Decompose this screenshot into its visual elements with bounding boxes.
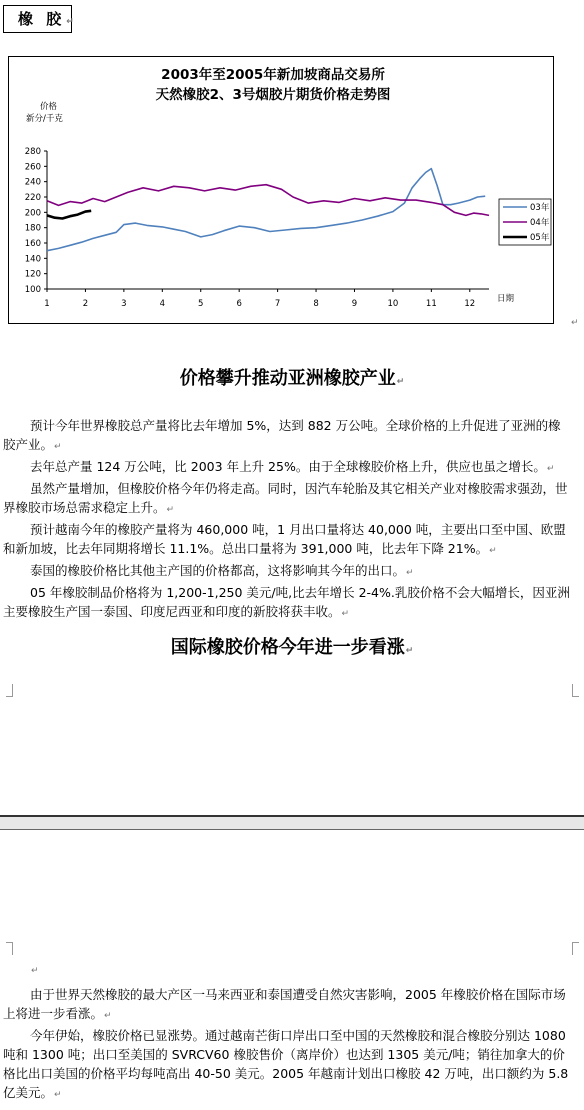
y-tick-label: 240 bbox=[24, 177, 41, 188]
paragraph bbox=[3, 583, 573, 624]
x-tick-label: 5 bbox=[198, 299, 204, 309]
y-tick-label: 100 bbox=[24, 285, 41, 295]
x-tick-label: 2 bbox=[82, 299, 89, 309]
paragraph-mark: ↵ bbox=[166, 505, 175, 515]
series-line-1 bbox=[47, 169, 485, 251]
paragraph-mark: ↵ bbox=[54, 1090, 62, 1100]
x-tick-label: 7 bbox=[274, 299, 281, 309]
paragraph-mark: ↵ bbox=[405, 646, 414, 656]
x-tick-label: 1 bbox=[44, 299, 50, 309]
page-corner-mark bbox=[6, 684, 13, 697]
chart-canvas bbox=[9, 57, 555, 325]
page-corner-mark bbox=[6, 942, 13, 955]
paragraph bbox=[3, 985, 573, 1026]
page-corner-mark bbox=[572, 942, 579, 955]
paragraph bbox=[3, 1026, 573, 1105]
paragraph-text: 预计越南今年的橡胶产量将为 460,000 吨，1 月出口量将达 40,000 吨，主要出口至中国、欧盟和新加坡，比去年同期将增长 11.1%。总出口量将为 391,000 吨，比去年下降 21%。 bbox=[3, 522, 566, 556]
paragraph bbox=[3, 561, 573, 583]
paragraph-text: 虽然产量增加，但橡胶价格今年仍将走高。同时，因汽车轮胎及其它相关产业对橡胶需求强劲，世界橡胶市场总需求稳定上升。 bbox=[3, 481, 568, 515]
paragraph-mark: ↵ bbox=[571, 318, 579, 328]
x-tick-label: 11 bbox=[425, 299, 437, 309]
chart-title-line2: 天然橡胶2、3号烟胶片期货价格走势图 bbox=[155, 87, 391, 103]
legend-label: 04年 bbox=[530, 218, 550, 228]
heading-international-price-rise bbox=[0, 633, 584, 659]
y-tick-label: 280 bbox=[24, 147, 41, 157]
chart-series bbox=[47, 169, 489, 251]
price-chart bbox=[8, 56, 554, 324]
paragraph bbox=[3, 416, 573, 457]
paragraph-text: 由于世界天然橡胶的最大产区一马来西亚和泰国遭受自然灾害影响，2005 年橡胶价格在国际市场上将进一步看涨。 bbox=[3, 987, 566, 1021]
y-tick-label: 260 bbox=[24, 162, 41, 173]
paragraph bbox=[3, 457, 573, 479]
paragraph-text: 预计今年世界橡胶总产量将比去年增加 5%，达到 882 万公吨。全球价格的上升促进了亚洲的橡胶产业。 bbox=[3, 418, 561, 452]
heading-text: 国际橡胶价格今年进一步看涨 bbox=[170, 637, 405, 658]
page-corner-mark bbox=[572, 684, 579, 697]
y-tick-label: 200 bbox=[24, 208, 41, 219]
x-tick-label: 4 bbox=[159, 299, 166, 309]
section2-body bbox=[3, 985, 573, 1105]
paragraph-text: 泰国的橡胶价格比其他主产国的价格都高，这将影响其今年的出口。 bbox=[30, 563, 406, 578]
y-tick-label: 180 bbox=[24, 223, 41, 234]
page-break bbox=[0, 815, 584, 830]
paragraph-mark: ↵ bbox=[66, 17, 78, 27]
y-axis-label-line2: 新分/千克 bbox=[26, 114, 63, 124]
x-tick-label: 8 bbox=[313, 299, 319, 309]
x-tick-label: 3 bbox=[121, 299, 127, 309]
paragraph-mark: ↵ bbox=[54, 442, 62, 452]
x-tick-label: 10 bbox=[387, 299, 399, 309]
chart-title-line1: 2003年至2005年新加坡商品交易所 bbox=[161, 67, 385, 83]
paragraph-mark: ↵ bbox=[31, 966, 39, 976]
x-tick-label: 6 bbox=[236, 299, 242, 309]
section-label bbox=[3, 5, 78, 33]
x-axis-label: 日期 bbox=[497, 294, 515, 304]
paragraph-mark: ↵ bbox=[546, 464, 555, 474]
paragraph-mark: ↵ bbox=[406, 568, 414, 578]
x-tick-label: 12 bbox=[464, 299, 476, 309]
section1-body bbox=[3, 416, 573, 624]
x-tick-label: 9 bbox=[351, 299, 358, 309]
section-label-text: 橡 胶 bbox=[18, 10, 66, 28]
y-tick-label: 220 bbox=[24, 193, 41, 203]
y-axis-label-line1: 价格 bbox=[40, 102, 58, 112]
heading-text: 价格攀升推动亚洲橡胶产业 bbox=[179, 368, 396, 389]
y-tick-label: 160 bbox=[24, 239, 41, 249]
y-tick-label: 140 bbox=[24, 254, 41, 265]
paragraph bbox=[3, 520, 573, 561]
series-line-2 bbox=[47, 185, 489, 216]
paragraph bbox=[3, 479, 573, 520]
paragraph-mark: ↵ bbox=[341, 609, 350, 619]
paragraph-mark: ↵ bbox=[396, 377, 405, 387]
series-line-3 bbox=[47, 211, 91, 219]
legend-label: 05年 bbox=[530, 233, 550, 243]
paragraph-mark: ↵ bbox=[104, 1011, 112, 1021]
legend-label: 03年 bbox=[530, 203, 550, 213]
paragraph-mark: ↵ bbox=[489, 546, 497, 556]
paragraph-text: 今年伊始，橡胶价格已显涨势。通过越南芒街口岸出口至中国的天然橡胶和混合橡胶分别达 1080 吨和 1300 吨；出口至美国的 SVRCV60 橡胶售价（离岸价）也达到 1305 美元/吨；销往加拿大的价格比出口美国的价格平均每吨高出 40-50 美元。2005 年越南计划出口橡胶 42 万吨，出口额约为 5.8 亿美元。 bbox=[3, 1028, 569, 1100]
heading-asia-rubber-industry bbox=[0, 364, 584, 390]
paragraph-text: 去年总产量 124 万公吨，比 2003 年上升 25%。由于全球橡胶价格上升，供应也虽之增长。 bbox=[30, 459, 546, 474]
y-tick-label: 120 bbox=[24, 269, 41, 280]
chart-legend bbox=[499, 199, 551, 245]
paragraph-text: 05 年橡胶制品价格将为 1,200-1,250 美元/吨,比去年增长 2-4%.乳胶价格不会大幅增长，因亚洲主要橡胶生产国一泰国、印度尼西亚和印度的新胶将获丰收。 bbox=[3, 585, 570, 619]
